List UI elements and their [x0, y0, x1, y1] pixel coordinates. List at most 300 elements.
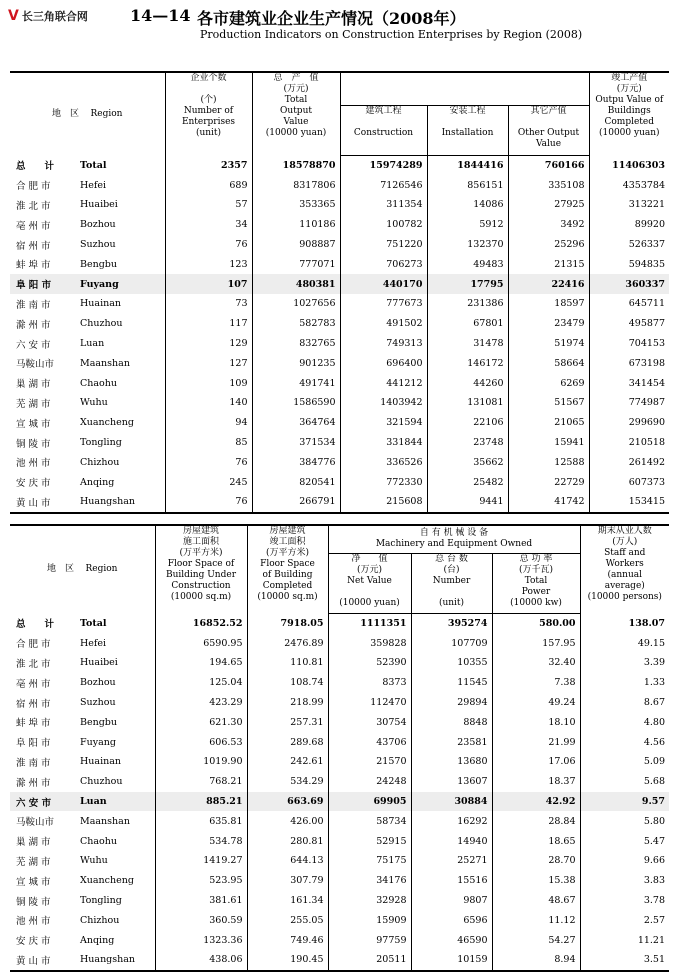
data-cell: 257.31: [247, 712, 328, 732]
data-cell: 364764: [252, 413, 340, 433]
data-cell: 261492: [589, 452, 669, 472]
region-name-zh: 巢 湖 市: [16, 379, 51, 391]
site-logo: [8, 8, 88, 24]
region-name-en: Huainan: [80, 298, 122, 310]
data-cell: 52915: [328, 831, 411, 851]
page-header: [0, 0, 680, 60]
data-cell: 73: [165, 294, 252, 314]
data-cell: 856151: [427, 175, 508, 195]
data-cell: 69905: [328, 792, 411, 812]
region-name-zh: 黄 山 市: [10, 950, 78, 971]
data-cell: 89920: [589, 215, 669, 235]
data-cell: 194.65: [155, 653, 247, 673]
data-cell: 395274: [411, 613, 492, 633]
data-cell: 27925: [508, 195, 589, 215]
data-cell: 54.27: [492, 930, 580, 950]
region-name-en: Anqing: [80, 476, 115, 488]
data-cell: 29894: [411, 693, 492, 713]
region-name-en: Wuhu: [80, 855, 108, 867]
region-name-en: Hefei: [80, 637, 107, 649]
region-name-en: Luan: [80, 338, 105, 350]
data-cell: 210518: [589, 433, 669, 453]
data-cell: 22416: [508, 274, 589, 294]
data-cell: 17795: [427, 274, 508, 294]
data-cell: 645711: [589, 294, 669, 314]
region-name-en: Chuzhou: [80, 776, 123, 788]
table-row: [10, 353, 669, 373]
table-row: [10, 334, 669, 354]
data-cell: 594835: [589, 254, 669, 274]
data-cell: 1403942: [340, 393, 427, 413]
data-cell: 6596: [411, 910, 492, 930]
data-cell: 607373: [589, 472, 669, 492]
data-cell: 48.67: [492, 891, 580, 911]
data-cell: 161.34: [247, 891, 328, 911]
data-cell: 2476.89: [247, 633, 328, 653]
data-cell: 23479: [508, 314, 589, 334]
data-cell: 1111351: [328, 613, 411, 633]
installation-header: 安装工程 Installation: [427, 105, 508, 155]
data-cell: 8848: [411, 712, 492, 732]
table-row: [10, 910, 669, 930]
data-cell: 1586590: [252, 393, 340, 413]
floor-under-construction-header: 房屋建筑 施工面积 (万平方米) Floor Space of Building Under Construction (10000 sq.m): [155, 525, 247, 613]
data-cell: 58734: [328, 811, 411, 831]
floor-space-table-body: [10, 613, 669, 971]
data-cell: 12588: [508, 452, 589, 472]
data-cell: 359828: [328, 633, 411, 653]
region-name-zh: 淮 北 市: [16, 200, 51, 212]
data-cell: 704153: [589, 334, 669, 354]
table-row: [10, 811, 669, 831]
data-cell: 117: [165, 314, 252, 334]
data-cell: 67801: [427, 314, 508, 334]
data-cell: 49.15: [580, 633, 669, 653]
region-name-zh: 蚌 埠 市: [16, 718, 51, 730]
data-cell: 18.37: [492, 772, 580, 792]
region-name-zh: 淮 南 市: [16, 299, 51, 311]
region-name-en: Chizhou: [80, 456, 120, 468]
region-name-zh: 安 庆 市: [16, 478, 51, 490]
data-cell: 112470: [328, 693, 411, 713]
data-cell: 21.99: [492, 732, 580, 752]
table-row: [10, 950, 669, 971]
data-cell: 751220: [340, 235, 427, 255]
data-cell: 7.38: [492, 673, 580, 693]
region-name-en: Bengbu: [80, 716, 118, 728]
data-cell: 331844: [340, 433, 427, 453]
data-cell: 97759: [328, 930, 411, 950]
region-name-en: Chizhou: [80, 914, 120, 926]
table-row: [10, 732, 669, 752]
data-cell: 140: [165, 393, 252, 413]
data-cell: 644.13: [247, 851, 328, 871]
data-cell: 774987: [589, 393, 669, 413]
data-cell: 15941: [508, 433, 589, 453]
data-cell: 157.95: [492, 633, 580, 653]
data-cell: 4.56: [580, 732, 669, 752]
region-name-en: Fuyang: [80, 736, 116, 748]
construction-header: 建筑工程 Construction: [340, 105, 427, 155]
data-cell: 125.04: [155, 673, 247, 693]
data-cell: 9441: [427, 492, 508, 513]
data-cell: 15.38: [492, 871, 580, 891]
data-cell: 5.09: [580, 752, 669, 772]
data-cell: 663.69: [247, 792, 328, 812]
region-name-en: Xuancheng: [80, 417, 134, 429]
data-cell: 107: [165, 274, 252, 294]
region-name-en: Anqing: [80, 934, 115, 946]
table-row: [10, 613, 669, 633]
data-cell: 100782: [340, 215, 427, 235]
data-cell: 94: [165, 413, 252, 433]
region-name-zh: 合 肥 市: [16, 181, 51, 193]
data-cell: 32928: [328, 891, 411, 911]
data-cell: 5.68: [580, 772, 669, 792]
data-cell: 28.70: [492, 851, 580, 871]
data-cell: 673198: [589, 353, 669, 373]
data-cell: 76: [165, 452, 252, 472]
data-cell: 1027656: [252, 294, 340, 314]
table-row: [10, 373, 669, 393]
data-cell: 132370: [427, 235, 508, 255]
data-cell: 13680: [411, 752, 492, 772]
data-cell: 768.21: [155, 772, 247, 792]
data-cell: 580.00: [492, 613, 580, 633]
region-name-en: Chaohu: [80, 377, 118, 389]
region-name-en: Bengbu: [80, 258, 118, 270]
data-cell: 885.21: [155, 792, 247, 812]
data-cell: 123: [165, 254, 252, 274]
data-cell: 22106: [427, 413, 508, 433]
data-cell: 190.45: [247, 950, 328, 971]
data-cell: 2.57: [580, 910, 669, 930]
data-cell: 85: [165, 433, 252, 453]
data-cell: 5.47: [580, 831, 669, 851]
page-title: 各市建筑业企业生产情况（2008年）: [197, 9, 466, 28]
data-cell: 129: [165, 334, 252, 354]
data-cell: 8317806: [252, 175, 340, 195]
machine-number-header: 总 台 数 (台) Number (unit): [411, 553, 492, 613]
data-cell: 1323.36: [155, 930, 247, 950]
data-cell: 215608: [340, 492, 427, 513]
data-cell: 76: [165, 235, 252, 255]
data-cell: 3.51: [580, 950, 669, 971]
region-name-zh: 合 肥 市: [16, 639, 51, 651]
table-row: [10, 772, 669, 792]
table-row: [10, 673, 669, 693]
data-cell: 1.33: [580, 673, 669, 693]
data-cell: 313221: [589, 195, 669, 215]
data-cell: 35662: [427, 452, 508, 472]
data-cell: 110.81: [247, 653, 328, 673]
data-cell: 18.10: [492, 712, 580, 732]
total-output-header: 总 产 值 (万元) Total Output Value (10000 yuan): [252, 72, 340, 155]
region-name-zh: 马鞍山市: [16, 817, 55, 829]
region-name-zh: 滁 州 市: [16, 319, 51, 331]
data-cell: 1844416: [427, 155, 508, 175]
region-name-zh: 池 州 市: [16, 458, 51, 470]
data-cell: 4353784: [589, 175, 669, 195]
data-cell: 9.66: [580, 851, 669, 871]
region-name-en: Suzhou: [80, 697, 116, 709]
data-cell: 245: [165, 472, 252, 492]
data-cell: 46590: [411, 930, 492, 950]
region-name-zh: 阜 阳 市: [16, 738, 51, 750]
region-name-zh: 淮 北 市: [16, 658, 51, 670]
data-cell: 381.61: [155, 891, 247, 911]
region-name-zh: 六 安 市: [10, 792, 78, 812]
data-cell: 49.24: [492, 693, 580, 713]
table-row: [10, 254, 669, 274]
region-name-zh: 宿 州 市: [16, 240, 51, 252]
other-output-header: 其它产值 Other Output Value: [508, 105, 589, 155]
data-cell: 17.06: [492, 752, 580, 772]
data-cell: 25271: [411, 851, 492, 871]
region-name-zh: 淮 南 市: [16, 757, 51, 769]
data-cell: 321594: [340, 413, 427, 433]
table-row: [10, 831, 669, 851]
region-name-zh: 宣 城 市: [16, 418, 51, 430]
table-row: [10, 472, 669, 492]
data-cell: 24248: [328, 772, 411, 792]
data-cell: 153415: [589, 492, 669, 513]
data-cell: 371534: [252, 433, 340, 453]
data-cell: 749.46: [247, 930, 328, 950]
table-row: [10, 633, 669, 653]
table-row: [10, 452, 669, 472]
region-name-zh: 亳 州 市: [16, 220, 51, 232]
data-cell: 689: [165, 175, 252, 195]
data-cell: 109: [165, 373, 252, 393]
data-cell: 11545: [411, 673, 492, 693]
region-name-en: Bozhou: [80, 677, 116, 689]
data-cell: 307.79: [247, 871, 328, 891]
data-cell: 621.30: [155, 712, 247, 732]
region-name-en: Total: [80, 159, 107, 171]
region-name-en: Suzhou: [80, 239, 116, 251]
data-cell: 25296: [508, 235, 589, 255]
region-name-en: Luan: [78, 792, 155, 812]
data-cell: 11.12: [492, 910, 580, 930]
data-cell: 31478: [427, 334, 508, 354]
region-name-zh: 亳 州 市: [16, 678, 51, 690]
data-cell: 110186: [252, 215, 340, 235]
data-cell: 22729: [508, 472, 589, 492]
table-row: [10, 712, 669, 732]
data-cell: 16292: [411, 811, 492, 831]
region-name-en: Huaibei: [80, 657, 118, 669]
data-cell: 13607: [411, 772, 492, 792]
data-cell: 5912: [427, 215, 508, 235]
data-cell: 280.81: [247, 831, 328, 851]
data-cell: 1419.27: [155, 851, 247, 871]
data-cell: 14086: [427, 195, 508, 215]
region-name-en: Maanshan: [80, 357, 130, 369]
data-cell: 6269: [508, 373, 589, 393]
table-row: [10, 215, 669, 235]
data-cell: 43706: [328, 732, 411, 752]
region-name-zh: 铜 陵 市: [16, 896, 51, 908]
data-cell: 635.81: [155, 811, 247, 831]
data-cell: 289.68: [247, 732, 328, 752]
data-cell: 15909: [328, 910, 411, 930]
production-table: [10, 71, 669, 514]
machinery-header: 自 有 机 械 设 备 Machinery and Equipment Owned: [328, 525, 580, 553]
data-cell: 696400: [340, 353, 427, 373]
data-cell: 491741: [252, 373, 340, 393]
region-name-en: Chaohu: [80, 835, 118, 847]
region-name-zh: 巢 湖 市: [16, 837, 51, 849]
data-cell: 749313: [340, 334, 427, 354]
data-cell: 10159: [411, 950, 492, 971]
data-cell: 41742: [508, 492, 589, 513]
data-cell: 242.61: [247, 752, 328, 772]
data-cell: 3.78: [580, 891, 669, 911]
data-cell: 495877: [589, 314, 669, 334]
table-row: [10, 752, 669, 772]
data-cell: 526337: [589, 235, 669, 255]
region-name-en: Wuhu: [80, 397, 108, 409]
table-row: [10, 653, 669, 673]
data-cell: 7918.05: [247, 613, 328, 633]
data-cell: 146172: [427, 353, 508, 373]
region-name-zh: 芜 湖 市: [16, 398, 51, 410]
net-value-header: 净 值 (万元) Net Value (10000 yuan): [328, 553, 411, 613]
data-cell: 3.39: [580, 653, 669, 673]
data-cell: 18597: [508, 294, 589, 314]
data-cell: 30754: [328, 712, 411, 732]
data-cell: 58664: [508, 353, 589, 373]
data-cell: 52390: [328, 653, 411, 673]
data-cell: 131081: [427, 393, 508, 413]
region-name-zh: 阜 阳 市: [10, 274, 78, 294]
data-cell: 14940: [411, 831, 492, 851]
data-cell: 777071: [252, 254, 340, 274]
floor-space-machinery-table: [10, 524, 669, 972]
data-cell: 11.21: [580, 930, 669, 950]
data-cell: 107709: [411, 633, 492, 653]
table-row: [10, 235, 669, 255]
region-name-zh: 宣 城 市: [16, 876, 51, 888]
data-cell: 9.57: [580, 792, 669, 812]
table-row: [10, 393, 669, 413]
data-cell: 218.99: [247, 693, 328, 713]
data-cell: 335108: [508, 175, 589, 195]
data-cell: 42.92: [492, 792, 580, 812]
region-name-en: Fuyang: [78, 274, 165, 294]
table-row: [10, 195, 669, 215]
data-cell: 423.29: [155, 693, 247, 713]
data-cell: 34: [165, 215, 252, 235]
data-cell: 28.84: [492, 811, 580, 831]
region-name-zh: 六 安 市: [16, 339, 51, 351]
data-cell: 15974289: [340, 155, 427, 175]
data-cell: 23748: [427, 433, 508, 453]
table-row: [10, 175, 669, 195]
data-cell: 75175: [328, 851, 411, 871]
table-row: [10, 891, 669, 911]
region-name-en: Chuzhou: [80, 318, 123, 330]
data-cell: 30884: [411, 792, 492, 812]
data-cell: 15516: [411, 871, 492, 891]
data-cell: 8373: [328, 673, 411, 693]
data-cell: 820541: [252, 472, 340, 492]
enterprises-header: 企业个数 (个) Number of Enterprises (unit): [165, 72, 252, 155]
data-cell: 18578870: [252, 155, 340, 175]
data-cell: 231386: [427, 294, 508, 314]
data-cell: 51974: [508, 334, 589, 354]
data-cell: 21315: [508, 254, 589, 274]
region-header: 地 区 Region: [10, 525, 155, 613]
completed-output-header: 竣工产值 (万元) Outpu Value of Buildings Completed (10000 yuan): [589, 72, 669, 155]
table-row: [10, 413, 669, 433]
region-name-en: Huangshan: [78, 950, 155, 971]
data-cell: 51567: [508, 393, 589, 413]
data-cell: 8.94: [492, 950, 580, 971]
data-cell: 534.78: [155, 831, 247, 851]
region-name-zh: 蚌 埠 市: [16, 260, 51, 272]
data-cell: 360.59: [155, 910, 247, 930]
data-cell: 3492: [508, 215, 589, 235]
data-cell: 44260: [427, 373, 508, 393]
data-cell: 138.07: [580, 613, 669, 633]
region-name-zh: 宿 州 市: [16, 698, 51, 710]
data-cell: 438.06: [155, 950, 247, 971]
region-name-zh: 安 庆 市: [16, 936, 51, 948]
table-row: [10, 851, 669, 871]
region-name-zh: 总 计: [16, 161, 55, 173]
data-cell: 1019.90: [155, 752, 247, 772]
data-cell: 57: [165, 195, 252, 215]
table-row: [10, 792, 669, 812]
region-name-en: Bozhou: [80, 219, 116, 231]
staff-header: 期末从业人数 (万人) Staff and Workers (annual average) (10000 persons): [580, 525, 669, 613]
data-cell: 2357: [165, 155, 252, 175]
data-cell: 3.83: [580, 871, 669, 891]
data-cell: 772330: [340, 472, 427, 492]
page-subtitle: Production Indicators on Construction Enterprises by Region (2008): [200, 28, 583, 41]
table-row: [10, 930, 669, 950]
table-row: [10, 155, 669, 175]
data-cell: 4.80: [580, 712, 669, 732]
data-cell: 20511: [328, 950, 411, 971]
logo-text: 长三角联合网: [21, 10, 88, 23]
region-name-zh: 池 州 市: [16, 916, 51, 928]
data-cell: 706273: [340, 254, 427, 274]
data-cell: 360337: [589, 274, 669, 294]
data-cell: 299690: [589, 413, 669, 433]
table-row: [10, 693, 669, 713]
data-cell: 23581: [411, 732, 492, 752]
data-cell: 384776: [252, 452, 340, 472]
data-cell: 127: [165, 353, 252, 373]
data-cell: 34176: [328, 871, 411, 891]
data-cell: 908887: [252, 235, 340, 255]
data-cell: 441212: [340, 373, 427, 393]
data-cell: 49483: [427, 254, 508, 274]
region-name-zh: 铜 陵 市: [16, 438, 51, 450]
table-row: [10, 492, 669, 513]
data-cell: 491502: [340, 314, 427, 334]
data-cell: 21065: [508, 413, 589, 433]
data-cell: 426.00: [247, 811, 328, 831]
data-cell: 108.74: [247, 673, 328, 693]
region-name-en: Hefei: [80, 179, 107, 191]
region-header: 地 区 Region: [10, 72, 165, 155]
data-cell: 440170: [340, 274, 427, 294]
data-cell: 480381: [252, 274, 340, 294]
